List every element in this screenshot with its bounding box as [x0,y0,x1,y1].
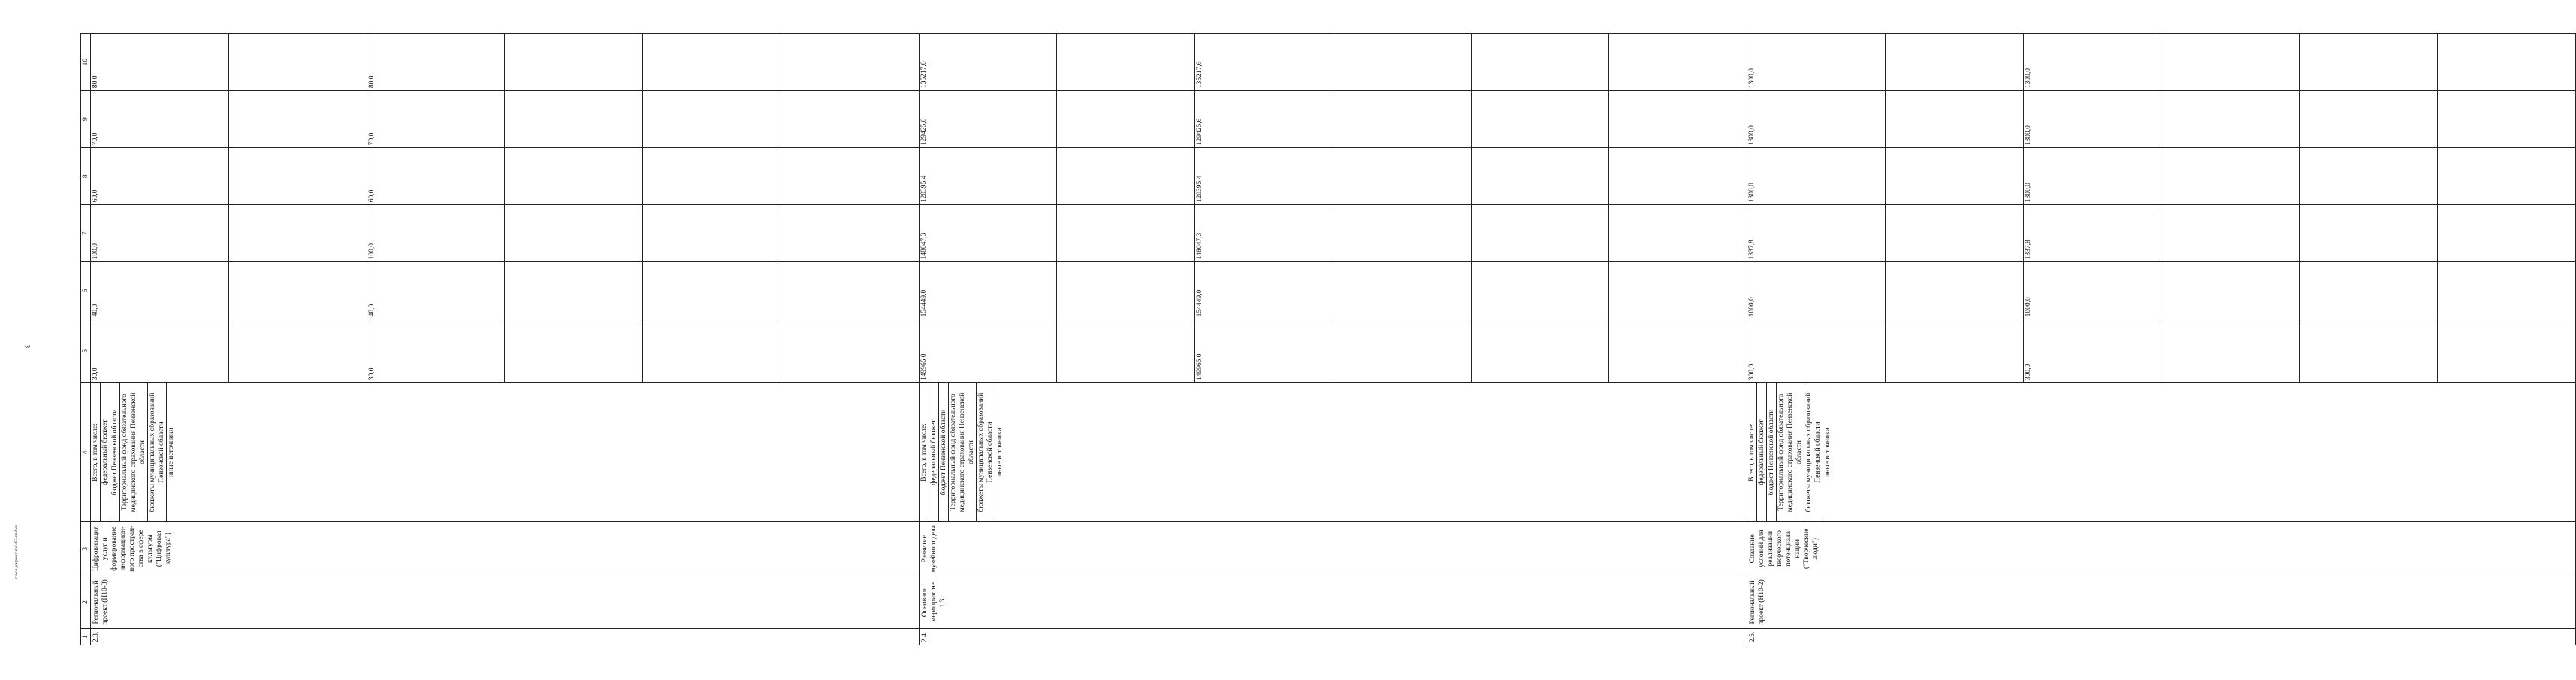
amount-cell: 135217,6 [1194,34,1333,90]
amount-cell: 80,0 [367,34,505,90]
header-cell: 2 [81,576,91,629]
amount-cell [504,205,642,261]
year-values [919,205,1747,262]
activity-type: Региональный проект (Н10-3) [91,576,920,629]
activity-name: Развитие музейного дела [919,521,1747,576]
amount-cell: 1000,0 [1748,297,1756,317]
amount-cell [2437,91,2575,147]
funding-source-label: бюджет Пензенской области [938,383,948,521]
amount-cell: 1300,0 [2023,34,2161,90]
year-values [91,148,920,205]
amount-cell [2299,91,2437,147]
page-number: 3 [23,344,32,349]
amount-cell [2437,34,2575,90]
amount-cell [1608,205,1747,261]
amount-cell [1608,319,1747,382]
amount-cell [1885,34,2023,90]
funding-source-label: федеральный бюджет [100,383,110,521]
amount-cell [1885,91,2023,147]
amount-cell: 100,0 [367,205,505,261]
funding-source-label: бюджет Пензенской области [1766,383,1776,521]
amount-cell [2161,148,2299,204]
amount-cell [1608,34,1747,90]
amount-cell [504,91,642,147]
amount-cell [642,34,781,90]
year-values [91,319,920,383]
amount-cell [1608,91,1747,147]
year-values [919,262,1747,319]
activity-type: Основное мероприятие 1.3. [919,576,1747,629]
year-values [1747,148,2576,205]
amount-cell [2437,262,2575,319]
amount-cell [2161,319,2299,382]
amount-cell [1333,34,1471,90]
activity-name: Создание условий для реализации творческого потенциала нации ("Творческие люди") [1747,521,2576,576]
table-row [91,34,920,645]
amount-cell: 1300,0 [1748,68,1756,89]
amount-cell [504,34,642,90]
activity-name: Цифровизация услуг и формирование информацион-ного простран-ства в сфере культуры ("Цифровая культура") [91,521,920,576]
amount-cell [1333,148,1471,204]
funding-source-label: Всего, в том числе: [1748,423,1756,482]
amount-cell [1471,34,1609,90]
amount-cell [1471,148,1609,204]
amount-cell [1608,262,1747,319]
amount-cell: 129425,6 [1194,91,1333,147]
amount-cell [2161,262,2299,319]
year-values [1747,205,2576,262]
funding-source-label: бюджет Пензенской области [110,383,119,521]
amount-cell: 1300,0 [2023,148,2161,204]
amount-cell [1471,262,1609,319]
amount-cell: 60,0 [367,148,505,204]
year-values [919,34,1747,91]
amount-cell: 129425,6 [920,118,928,146]
amount-cell [642,91,781,147]
amount-cell [2437,205,2575,261]
amount-cell: 40,0 [92,304,99,317]
amount-cell: 100,0 [92,243,99,260]
amount-cell: 40,0 [367,262,505,319]
amount-cell: 148047,3 [1194,205,1333,261]
header-cell: 10 [81,34,91,91]
amount-cell [2161,34,2299,90]
year-values [91,205,920,262]
header-cell: 7 [81,205,91,262]
amount-cell [1333,262,1471,319]
funding-source-label: бюджеты муниципальных образований Пензенской области [976,383,995,521]
amount-cell [2299,148,2437,204]
funding-source-label: бюджеты муниципальных образований Пензенской области [1804,383,1823,521]
row-number: 2.3. [91,629,920,645]
year-values [91,91,920,148]
funding-source-label: Территориальный фонд обязательного медицинского страхования Пензенской области [1776,383,1804,521]
amount-cell [1885,319,2023,382]
year-values [1747,91,2576,148]
amount-cell [1333,205,1471,261]
amount-cell: 154449,0 [1194,262,1333,319]
amount-cell [2299,319,2437,382]
funding-sources [919,383,1747,522]
amount-cell: 300,0 [2023,319,2161,382]
amount-cell [781,91,919,147]
funding-source-label: бюджеты муниципальных образований Пензенской области [147,383,166,521]
amount-cell: 1337,8 [1748,240,1756,260]
funding-sources [91,383,920,522]
funding-source-label: федеральный бюджет [1756,383,1766,521]
amount-cell [781,205,919,261]
funding-source-label: Всего, в том числе: [92,423,99,482]
funding-source-label: иные источники [995,383,1004,521]
year-values [919,148,1747,205]
amount-cell [228,91,367,147]
amount-cell [2161,91,2299,147]
amount-cell: 1300,0 [1748,183,1756,203]
amount-cell: 70,0 [92,132,99,146]
amount-cell [2299,262,2437,319]
amount-cell [1333,319,1471,382]
amount-cell [504,148,642,204]
footer-file-path: c:\мои документы\pd\453-пп.docx [15,524,19,579]
amount-cell [504,319,642,382]
funding-source-label: Территориальный фонд обязательного медицинского страхования Пензенской области [119,383,147,521]
amount-cell: 149965,0 [920,353,928,381]
amount-cell [1608,148,1747,204]
amount-cell: 300,0 [1748,364,1756,381]
funding-source-label: иные источники [166,383,176,521]
amount-cell [781,319,919,382]
header-row [81,34,91,645]
amount-cell [2299,34,2437,90]
amount-cell [642,205,781,261]
amount-cell [781,148,919,204]
amount-cell [2437,148,2575,204]
amount-cell [504,262,642,319]
amount-cell: 60,0 [92,189,99,203]
financing-table-wrapper [80,33,2032,645]
funding-source-label: Территориальный фонд обязательного медицинского страхования Пензенской области [948,383,976,521]
amount-cell: 70,0 [367,91,505,147]
amount-cell [1056,319,1194,382]
amount-cell [1471,319,1609,382]
amount-cell [2299,205,2437,261]
year-values [91,34,920,91]
amount-cell: 30,0 [367,319,505,382]
amount-cell: 120395,4 [1194,148,1333,204]
amount-cell [642,148,781,204]
amount-cell [1885,262,2023,319]
amount-cell [1056,148,1194,204]
amount-cell [1885,148,2023,204]
amount-cell [228,205,367,261]
amount-cell: 1000,0 [2023,262,2161,319]
header-cell: 9 [81,91,91,148]
year-values [91,262,920,319]
year-values [919,91,1747,148]
amount-cell [1056,262,1194,319]
row-number: 2.4. [919,629,1747,645]
amount-cell [642,262,781,319]
amount-cell [228,34,367,90]
header-cell: 5 [81,319,91,383]
amount-cell [1056,91,1194,147]
amount-cell [1056,205,1194,261]
year-values [1747,262,2576,319]
year-values [919,319,1747,383]
funding-source-label: федеральный бюджет [929,383,938,521]
funding-source-label: иные источники [1823,383,1832,521]
table-row [919,34,1747,645]
row-number: 2.5. [1747,629,2576,645]
header-cell: 4 [81,383,91,522]
financing-table [80,33,2576,645]
activity-type: Региональный проект (Н10-2) [1747,576,2576,629]
amount-cell: 1300,0 [2023,91,2161,147]
funding-source-label: Всего, в том числе: [920,423,928,482]
amount-cell [781,262,919,319]
amount-cell [2161,205,2299,261]
amount-cell [228,148,367,204]
amount-cell: 148047,3 [920,232,928,260]
amount-cell [1471,91,1609,147]
amount-cell [1885,205,2023,261]
amount-cell: 30,0 [92,367,99,381]
amount-cell [781,34,919,90]
amount-cell [1333,91,1471,147]
amount-cell [228,319,367,382]
amount-cell: 135217,6 [920,61,928,89]
amount-cell [1471,205,1609,261]
amount-cell: 1300,0 [1748,125,1756,146]
header-cell: 1 [81,629,91,645]
amount-cell [2437,319,2575,382]
header-cell: 6 [81,262,91,319]
amount-cell: 1337,8 [2023,205,2161,261]
amount-cell: 154449,0 [920,289,928,317]
header-cell: 3 [81,521,91,576]
year-values [1747,319,2576,383]
funding-sources [1747,383,2576,522]
amount-cell: 80,0 [92,75,99,89]
amount-cell: 120395,4 [920,175,928,203]
amount-cell [1056,34,1194,90]
amount-cell: 149965,0 [1194,319,1333,382]
header-cell: 8 [81,148,91,205]
table-row [1747,34,2576,645]
amount-cell [228,262,367,319]
year-values [1747,34,2576,91]
amount-cell [642,319,781,382]
